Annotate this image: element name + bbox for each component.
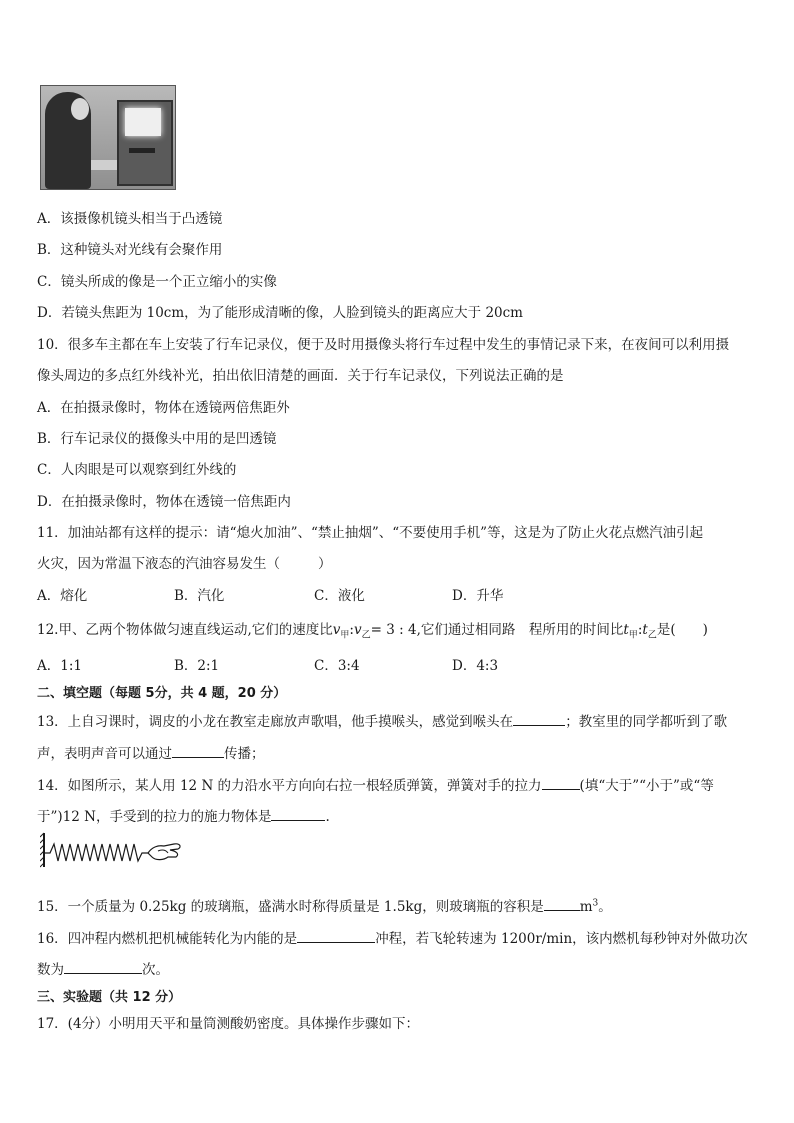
q13-text-a: 13．上自习课时，调皮的小龙在教室走廊放声歌唱，他手摸喉头，感觉到喉头在	[37, 714, 514, 730]
q11-option-a: A．熔化	[37, 588, 88, 604]
q12-option-a: A．1:1	[37, 658, 82, 674]
photo-kiosk-slot	[129, 148, 155, 153]
q12-t-sub-jia: 甲	[628, 630, 638, 641]
q15-text-b: 。	[598, 899, 612, 915]
q16-line1	[37, 927, 748, 947]
spring-diagram	[40, 829, 190, 869]
spring-coil	[44, 844, 148, 861]
q11-stem-line2	[37, 552, 332, 572]
q12-v-sub-jia: 甲	[340, 630, 350, 641]
q13-text-c: 声，表明声音可以通过	[37, 746, 172, 762]
q9-option-c: C．镜头所成的像是一个正立缩小的实像	[37, 274, 277, 290]
q12-stem	[37, 618, 708, 641]
answer-blank[interactable]	[513, 713, 565, 726]
q12-t-symbol: t	[623, 622, 629, 638]
photo-face	[71, 98, 89, 120]
q10-option-b: B．行车记录仪的摄像头中用的是凹透镜	[37, 431, 277, 447]
q11-options	[37, 584, 503, 604]
photo-kiosk-screen	[125, 108, 161, 136]
hand-icon	[148, 844, 180, 860]
q12-colon-2: :	[637, 622, 643, 638]
q10-option-d: D．在拍摄录像时，物体在透镜一倍焦距内	[37, 494, 291, 510]
kiosk-photo	[40, 85, 176, 190]
answer-blank[interactable]	[542, 777, 580, 790]
q11-option-d: D．升华	[452, 588, 504, 604]
q12-option-b: B．2:1	[174, 658, 220, 674]
q16-text-a: 16．四冲程内燃机把机械能转化为内能的是	[37, 931, 298, 947]
q15-unit-exponent: 3	[592, 898, 599, 909]
hand-finger-line	[158, 850, 168, 853]
q16-text-c: 数为	[37, 962, 64, 978]
q12-v-symbol-2: v	[353, 622, 362, 638]
q10-stem-line2: 像头周边的多点红外线补光，拍出依旧清楚的画面．关于行车记录仪，下列说法正确的是	[37, 368, 564, 384]
answer-blank[interactable]	[271, 808, 325, 821]
q12-colon: :	[349, 622, 354, 638]
q11-option-c: C．液化	[314, 588, 365, 604]
q12-text-c: 是( )	[656, 622, 708, 638]
q16-text-d: 次。	[142, 962, 169, 978]
q11-paren-close: ）	[318, 556, 332, 572]
q14-line1	[37, 774, 714, 794]
q9-option-b: B．这种镜头对光线有会聚作用	[37, 242, 223, 258]
q12-v-symbol: v	[332, 622, 341, 638]
q12-t-sub-yi: 乙	[647, 630, 657, 641]
q12-option-d: D．4:3	[452, 658, 499, 674]
q12-text-b: ,它们通过相同路 程所用的时间比	[416, 622, 624, 638]
q12-t-symbol-2: t	[642, 622, 648, 638]
q10-option-a: A．在拍摄录像时，物体在透镜两倍焦距外	[37, 400, 290, 416]
q14-text-d: .	[325, 809, 330, 825]
q16-text-b: 冲程，若飞轮转速为 1200r/min，该内燃机每秒钟对外做功次	[375, 931, 748, 947]
q14-line2	[37, 805, 330, 825]
section-2-heading: 二、填空题（每题 5分，共 4 题，20 分）	[37, 686, 287, 701]
q12-v-sub-yi: 乙	[361, 630, 371, 641]
q12-options	[37, 654, 498, 674]
answer-blank[interactable]	[544, 898, 580, 911]
q9-option-a: A．该摄像机镜头相当于凸透镜	[37, 211, 223, 227]
q11-stem-line1: 11．加油站都有这样的提示：请“熄火加油”、“禁止抽烟”、“不要使用手机”等，这是为了防止火花点燃汽油引起	[37, 525, 704, 541]
q11-option-b: B．汽化	[174, 588, 225, 604]
q14-text-c: 于”)12 N，手受到的拉力的施力物体是	[37, 809, 272, 825]
answer-blank[interactable]	[64, 961, 142, 974]
section-3-heading: 三、实验题（共 12 分）	[37, 990, 182, 1005]
q14-text-a: 14．如图所示，某人用 12 N 的力沿水平方向向右拉一根轻质弹簧，弹簧对手的拉力	[37, 778, 542, 794]
q9-option-d: D．若镜头焦距为 10cm，为了能形成清晰的像，人脸到镜头的距离应大于 20cm	[37, 305, 523, 321]
q13-line2	[37, 742, 265, 762]
q12-option-c: C．3:4	[314, 658, 360, 674]
q15-text-a: 15．一个质量为 0.25kg 的玻璃瓶，盛满水时称得质量是 1.5kg，则玻璃瓶的容积是	[37, 899, 544, 915]
q13-text-b: ；教室里的同学都听到了歌	[565, 714, 728, 730]
q17-line1: 17．(4分）小明用天平和量筒测酸奶密度。具体操作步骤如下：	[37, 1016, 420, 1032]
q10-stem-line1: 10．很多车主都在车上安装了行车记录仪，便于及时用摄像头将行车过程中发生的事情记录下来，在夜间可以利用摄	[37, 337, 730, 353]
q10-option-c: C．人肉眼是可以观察到红外线的	[37, 462, 237, 478]
q12-ratio: = 3 : 4	[370, 622, 417, 638]
answer-blank[interactable]	[297, 930, 375, 943]
q16-line2	[37, 958, 169, 978]
q14-text-b: (填“大于”“小于”或“等	[579, 778, 714, 794]
q11-stem-text: 火灾，因为常温下液态的汽油容易发生（	[37, 556, 280, 572]
q13-line1	[37, 710, 727, 730]
answer-blank[interactable]	[172, 745, 224, 758]
q15-line	[37, 895, 612, 915]
q12-text-a: 12.甲、乙两个物体做匀速直线运动,它们的速度比	[37, 622, 333, 638]
q13-text-d: 传播；	[224, 746, 265, 762]
q15-unit: m	[579, 899, 593, 915]
